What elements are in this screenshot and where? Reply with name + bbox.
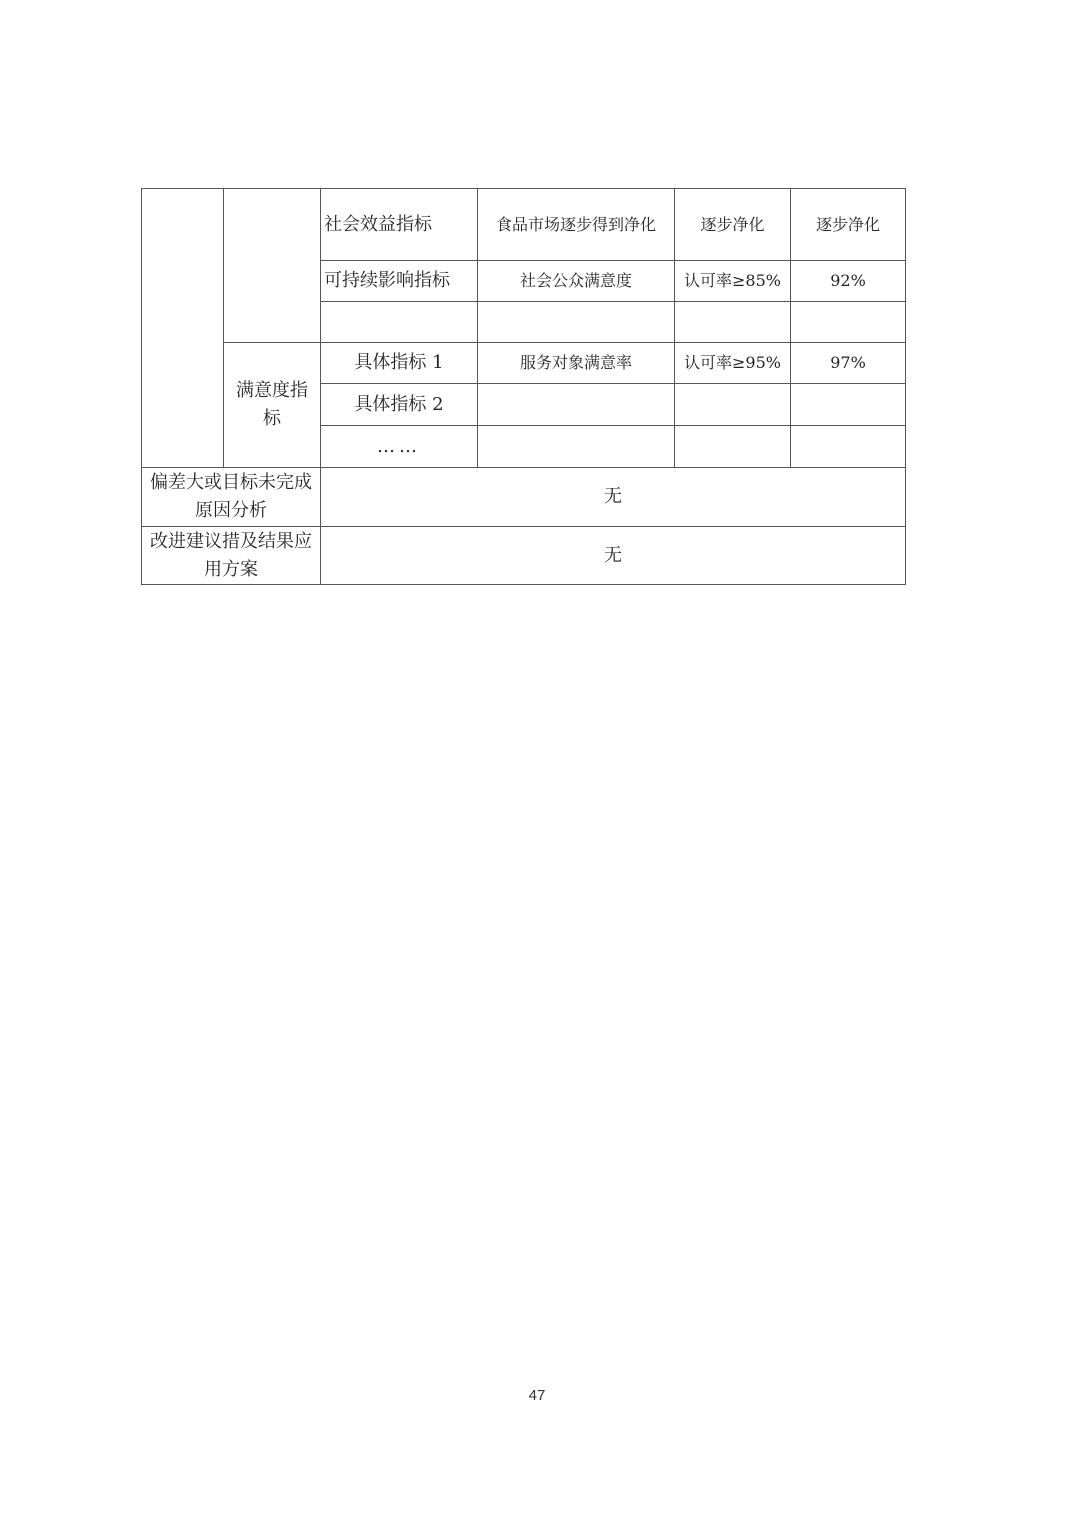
actual-value-cell: 97% [791, 343, 906, 384]
target-value-cell [675, 426, 791, 468]
actual-value-cell [791, 426, 906, 468]
target-value-cell: 逐步净化 [675, 189, 791, 261]
actual-value-cell [791, 384, 906, 426]
level1-blank-cell [142, 189, 224, 468]
indicator-content-cell: 社会公众满意度 [478, 261, 675, 302]
indicator-content-cell [478, 302, 675, 343]
page-number: 47 [528, 1387, 546, 1404]
level3-indicator-cell: 可持续影响指标 [321, 261, 478, 302]
level2-blank-cell [224, 189, 321, 343]
level3-indicator-cell: …… [321, 426, 478, 468]
indicator-content-cell: 食品市场逐步得到净化 [478, 189, 675, 261]
level3-indicator-cell: 具体指标 2 [321, 384, 478, 426]
level3-indicator-cell [321, 302, 478, 343]
deviation-analysis-value: 无 [321, 468, 906, 527]
target-value-cell [675, 384, 791, 426]
actual-value-cell: 逐步净化 [791, 189, 906, 261]
indicator-content-cell [478, 384, 675, 426]
level3-indicator-cell: 社会效益指标 [321, 189, 478, 261]
improvement-plan-label: 改进建议措及结果应用方案 [142, 527, 321, 585]
target-value-cell: 认可率≥95% [675, 343, 791, 384]
actual-value-cell [791, 302, 906, 343]
table-row [142, 189, 906, 261]
improvement-plan-value: 无 [321, 527, 906, 585]
table-row [142, 527, 906, 585]
indicator-content-cell: 服务对象满意率 [478, 343, 675, 384]
target-value-cell: 认可率≥85% [675, 261, 791, 302]
satisfaction-indicator-label: 满意度指标 [224, 343, 321, 468]
deviation-analysis-label: 偏差大或目标未完成原因分析 [142, 468, 321, 527]
table-row [142, 343, 906, 384]
performance-table [141, 188, 906, 585]
level3-indicator-cell: 具体指标 1 [321, 343, 478, 384]
target-value-cell [675, 302, 791, 343]
table-row [142, 468, 906, 527]
indicator-content-cell [478, 426, 675, 468]
actual-value-cell: 92% [791, 261, 906, 302]
